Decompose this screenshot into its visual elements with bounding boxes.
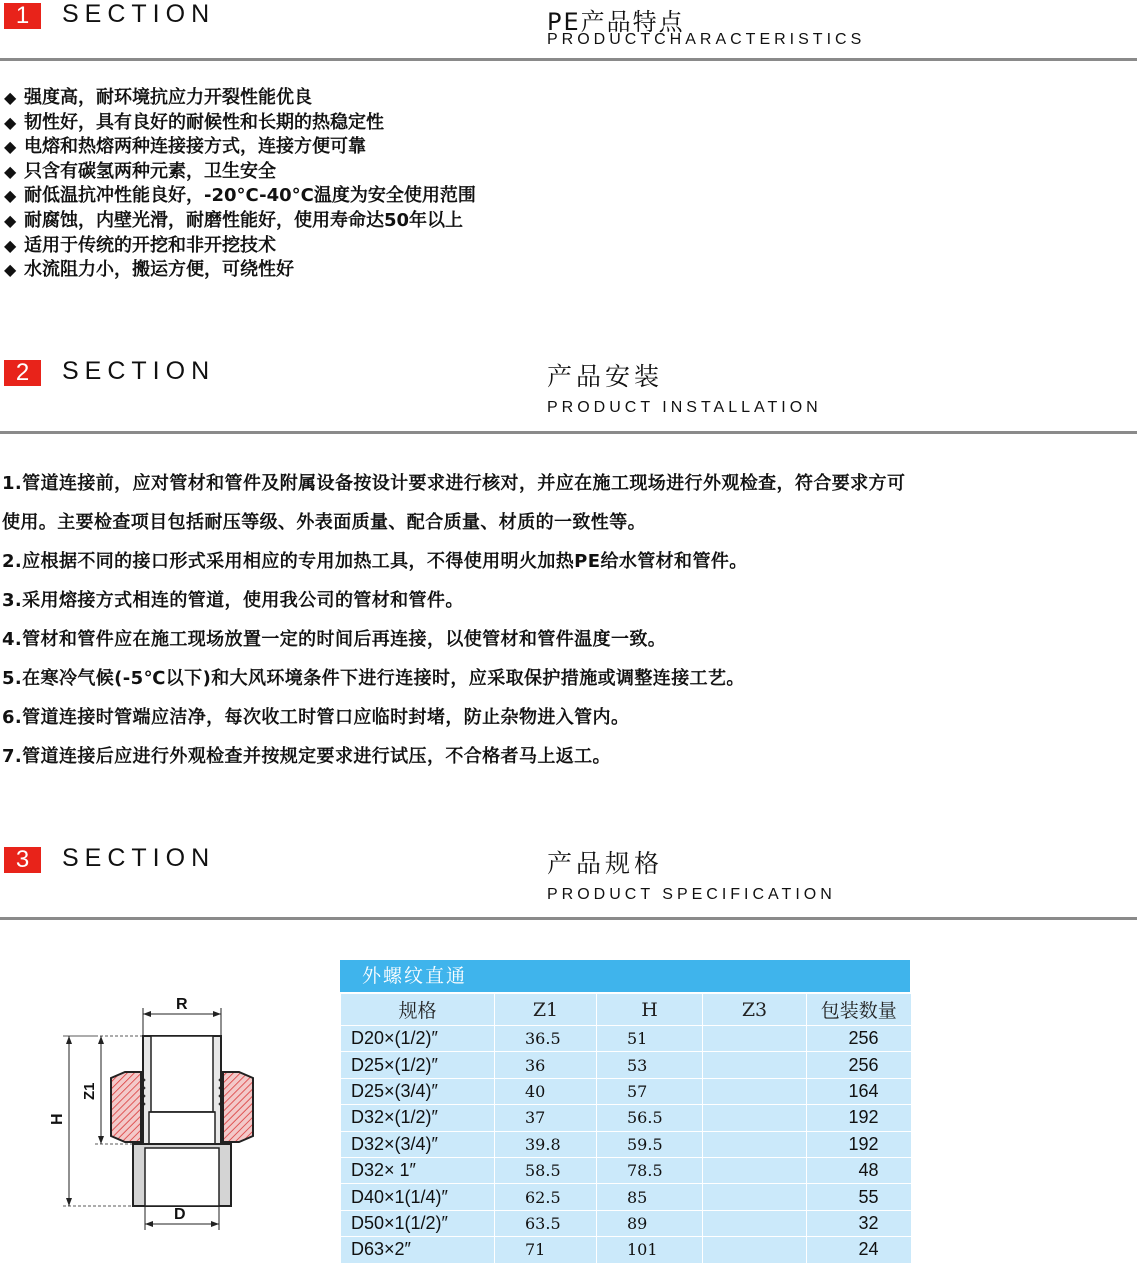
table-row: [341, 1157, 911, 1183]
diamond-bullet-icon: ◆: [4, 235, 17, 255]
section-2-number: 2: [4, 360, 41, 386]
section-2-title-zh: 产品安装: [547, 362, 664, 391]
diamond-bullet-icon: ◆: [4, 88, 17, 107]
cell-h: 51: [597, 1026, 703, 1052]
cell-qty: 192: [807, 1131, 911, 1157]
installation-line: 6.管道连接时管端应洁净，每次收工时管口应临时封堵，防止杂物进入管内。: [2, 707, 630, 728]
table-row: [341, 1026, 911, 1052]
feature-item: ◆ 强度高，耐环境抗应力开裂性能优良: [4, 86, 476, 111]
spec-grid: [340, 992, 911, 1263]
table-row: [341, 1078, 911, 1104]
feature-item: ◆ 水流阻力小，搬运方便，可绕性好: [4, 258, 476, 283]
section-3-title-en: PRODUCT SPECIFICATION: [547, 886, 836, 903]
table-row: [341, 1131, 911, 1157]
cell-qty: 32: [807, 1210, 911, 1236]
diamond-bullet-icon: ◆: [4, 186, 17, 206]
cell-h: 59.5: [597, 1131, 703, 1157]
cell-z1: 39.8: [495, 1131, 597, 1157]
feature-list: [4, 86, 476, 283]
feature-item: ◆ 耐低温抗冲性能良好，-20°C-40°C温度为安全使用范围: [4, 184, 476, 209]
cell-z3: [703, 1131, 807, 1157]
installation-line: 3.采用熔接方式相连的管道，使用我公司的管材和管件。: [2, 590, 464, 611]
col-header-z1: Z1: [495, 993, 597, 1026]
cell-h: 101: [597, 1237, 703, 1263]
cell-spec: D63×2″: [341, 1237, 495, 1263]
cell-qty: 164: [807, 1078, 911, 1104]
cell-z1: 71: [495, 1237, 597, 1263]
cell-z1: 40: [495, 1078, 597, 1104]
cell-qty: 48: [807, 1157, 911, 1183]
table-row: [341, 1210, 911, 1236]
table-row: [341, 1237, 911, 1263]
cell-spec: D20×(1/2)″: [341, 1026, 495, 1052]
section-1-number: 1: [4, 3, 41, 29]
section-3-label: SECTION: [62, 844, 216, 872]
installation-line: 5.在寒冷气候(-5℃以下)和大风环境条件下进行连接时，应采取保护措施或调整连接工艺。: [2, 668, 745, 689]
installation-line: 4.管材和管件应在施工现场放置一定的时间后再连接，以使管材和管件温度一致。: [2, 629, 667, 650]
feature-item: ◆ 耐腐蚀，内壁光滑，耐磨性能好，使用寿命达50年以上: [4, 209, 476, 234]
cell-h: 89: [597, 1210, 703, 1236]
cell-spec: D25×(1/2)″: [341, 1052, 495, 1078]
installation-list: [2, 464, 905, 776]
feature-item: ◆ 只含有碳氢两种元素，卫生安全: [4, 160, 476, 185]
section-2-divider: [0, 431, 1137, 434]
cell-z3: [703, 1237, 807, 1263]
table-row: [341, 1105, 911, 1131]
cell-z3: [703, 1078, 807, 1104]
diamond-bullet-icon: ◆: [4, 112, 17, 132]
cell-spec: D40×1(1/4)″: [341, 1184, 495, 1210]
installation-line: 1.管道连接前，应对管材和管件及附属设备按设计要求进行核对，并应在施工现场进行外观检查，符合要求方可: [2, 473, 906, 494]
cell-z1: 58.5: [495, 1157, 597, 1183]
diamond-bullet-icon: ◆: [4, 210, 17, 230]
installation-line: 7.管道连接后应进行外观检查并按规定要求进行试压，不合格者马上返工。: [2, 746, 611, 767]
cell-h: 78.5: [597, 1157, 703, 1183]
cell-z3: [703, 1105, 807, 1131]
dimension-z1-label: Z1: [81, 1082, 98, 1100]
dimension-r-label: R: [176, 996, 188, 1013]
section-2-title-en: PRODUCT INSTALLATION: [547, 399, 822, 416]
fitting-diagram: [45, 992, 275, 1237]
cell-z1: 63.5: [495, 1210, 597, 1236]
section-1: [0, 0, 1137, 70]
feature-item: ◆ 韧性好，具有良好的耐候性和长期的热稳定性: [4, 111, 476, 136]
spec-rows: [341, 1026, 911, 1263]
diamond-bullet-icon: ◆: [4, 161, 17, 181]
cell-spec: D32× 1″: [341, 1157, 495, 1183]
dimension-d-label: D: [174, 1206, 186, 1223]
section-1-title-en: PRODUCTCHARACTERISTICS: [547, 31, 866, 48]
cell-z3: [703, 1026, 807, 1052]
installation-line: 2.应根据不同的接口形式采用相应的专用加热工具，不得使用明火加热PE给水管材和管件。: [2, 551, 748, 572]
cell-qty: 192: [807, 1105, 911, 1131]
col-header-qty: 包装数量: [807, 993, 911, 1026]
feature-item: ◆ 适用于传统的开挖和非开挖技术: [4, 234, 476, 259]
cell-qty: 256: [807, 1052, 911, 1078]
cell-qty: 24: [807, 1237, 911, 1263]
cell-z3: [703, 1157, 807, 1183]
section-3-number: 3: [4, 847, 41, 873]
cell-spec: D25×(3/4)″: [341, 1078, 495, 1104]
section-1-label: SECTION: [62, 0, 216, 28]
table-row: [341, 1184, 911, 1210]
section-1-divider: [0, 58, 1137, 61]
spec-table: [340, 960, 910, 1263]
cell-z3: [703, 1210, 807, 1236]
cell-z1: 36: [495, 1052, 597, 1078]
cell-spec: D50×1(1/2)″: [341, 1210, 495, 1236]
cell-h: 57: [597, 1078, 703, 1104]
section-2: [0, 355, 1137, 440]
cell-z3: [703, 1052, 807, 1078]
diamond-bullet-icon: ◆: [4, 260, 17, 280]
cell-h: 85: [597, 1184, 703, 1210]
section-3-divider: [0, 917, 1137, 920]
cell-z1: 36.5: [495, 1026, 597, 1052]
dimension-h-label: H: [49, 1113, 66, 1125]
col-header-spec: 规格: [341, 993, 495, 1026]
installation-line: 使用。主要检查项目包括耐压等级、外表面质量、配合质量、材质的一致性等。: [2, 512, 646, 533]
spec-header-row: [341, 993, 911, 1026]
cell-z1: 37: [495, 1105, 597, 1131]
cell-spec: D32×(3/4)″: [341, 1131, 495, 1157]
section-1-title-zh: PE产品特点: [547, 8, 685, 36]
cell-z1: 62.5: [495, 1184, 597, 1210]
col-header-h: H: [597, 993, 703, 1026]
col-header-z3: Z3: [703, 993, 807, 1026]
cell-h: 56.5: [597, 1105, 703, 1131]
cell-h: 53: [597, 1052, 703, 1078]
section-3-title-zh: 产品规格: [547, 849, 664, 878]
feature-item: ◆ 电熔和热熔两种连接接方式，连接方便可靠: [4, 135, 476, 160]
section-2-label: SECTION: [62, 357, 216, 385]
spec-table-title: 外螺纹直通: [340, 960, 910, 992]
cell-qty: 55: [807, 1184, 911, 1210]
diamond-bullet-icon: ◆: [4, 137, 17, 157]
cell-qty: 256: [807, 1026, 911, 1052]
section-3: [0, 842, 1137, 927]
cell-spec: D32×(1/2)″: [341, 1105, 495, 1131]
cell-z3: [703, 1184, 807, 1210]
table-row: [341, 1052, 911, 1078]
